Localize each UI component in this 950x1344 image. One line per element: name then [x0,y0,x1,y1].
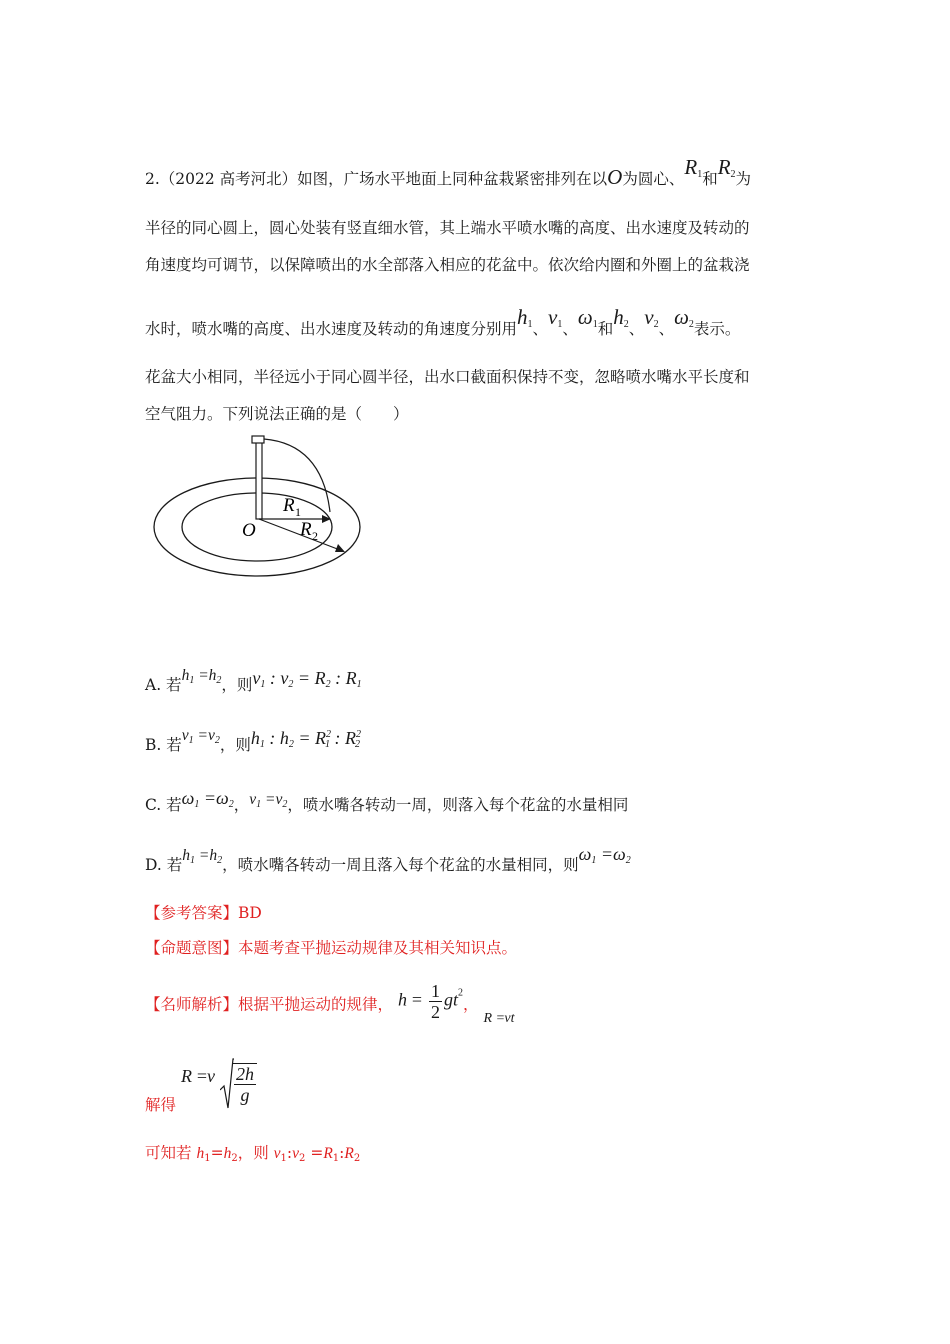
radius-r1-arrowhead [322,515,331,523]
question-line-3: 角速度均可调节，以保障喷出的水全部落入相应的花盆中。依次给内圈和外圈上的盆栽浇 [145,256,750,274]
option-a: A. 若$h_1 =h_2$，则$v_1$ : $v_2 = R_2$ : $R_1$ [145,667,362,694]
formula-r-vt: R =vt [483,1010,515,1026]
radius-r2-arrowhead [335,544,345,552]
option-d: D. 若$h_1 =h_2$，喷水嘴各转动一周且落入每个花盆的水量相同，则$\omega_1 =\omega_2$ [145,844,631,874]
nozzle [252,436,264,443]
question-line-2: 半径的同心圆上，圆心处装有竖直细水管，其上端水平喷水嘴的高度、出水速度及转动的 [145,219,750,237]
option-c: C. 若$\omega_1 =\omega_2$，$v_1 =v_2$，喷水嘴各转动一周，则落入每个花盆的水量相同 [145,788,629,814]
center-label-o: O [242,520,256,541]
water-pipe [256,442,262,519]
sqrt-sign: $\frac{2h}{g}$ [220,1058,257,1110]
question-line-4: 水时，喷水嘴的高度、出水速度及转动的角速度分别用$h_1$、$v_1$、$\omega_1$和$h_2$、$v_2$、$\omega_2$表示。 [145,305,741,338]
question-line-1: 2.（2022 高考河北）如图，广场水平地面上同种盆栽紧密排列在以O为圆心、$R_1$和$R_2$为 [145,155,752,189]
r1-subscript: 1 [295,505,301,519]
question-intent: 【命题意图】本题考查平抛运动规律及其相关知识点。 [145,939,518,957]
option-b: B. 若$v_1 =v_2$，则$h_1$ : $h_2 = R^2_1$ : $R^2_2$ [145,727,362,754]
analysis-line: 【名师解析】根据平抛运动的规律， h = $\frac{1}{2}$ $gt^2$， R =vt [145,981,515,1026]
fraction-half: $\frac{1}{2}$ [430,981,440,1022]
formula-r-sqrt: R =v $\frac{2h}{g}$ [181,1058,257,1110]
radical-icon [220,1058,234,1110]
sprinkler-figure [150,432,370,582]
r2-subscript: 2 [312,529,318,543]
reference-answer: 【参考答案】BD [145,904,262,922]
question-line-5: 花盆大小相同，半径远小于同心圆半径，出水口截面积保持不变，忽略喷水嘴水平长度和 [145,368,750,386]
conclusion-line: 可知若 $h_1=h_2$，则 $v_1:v_2$ $=R_1:R_2$ [145,1144,361,1164]
r1-label: R [283,495,295,516]
question-line-6: 空气阻力。下列说法正确的是（ ） [145,405,409,423]
water-trajectory [264,439,330,512]
r2-label: R [300,519,312,540]
formula-h: h = $\frac{1}{2}$ $gt^2$ [397,981,463,1022]
solve-line: 解得 R =v $\frac{2h}{g}$ [145,1060,257,1114]
